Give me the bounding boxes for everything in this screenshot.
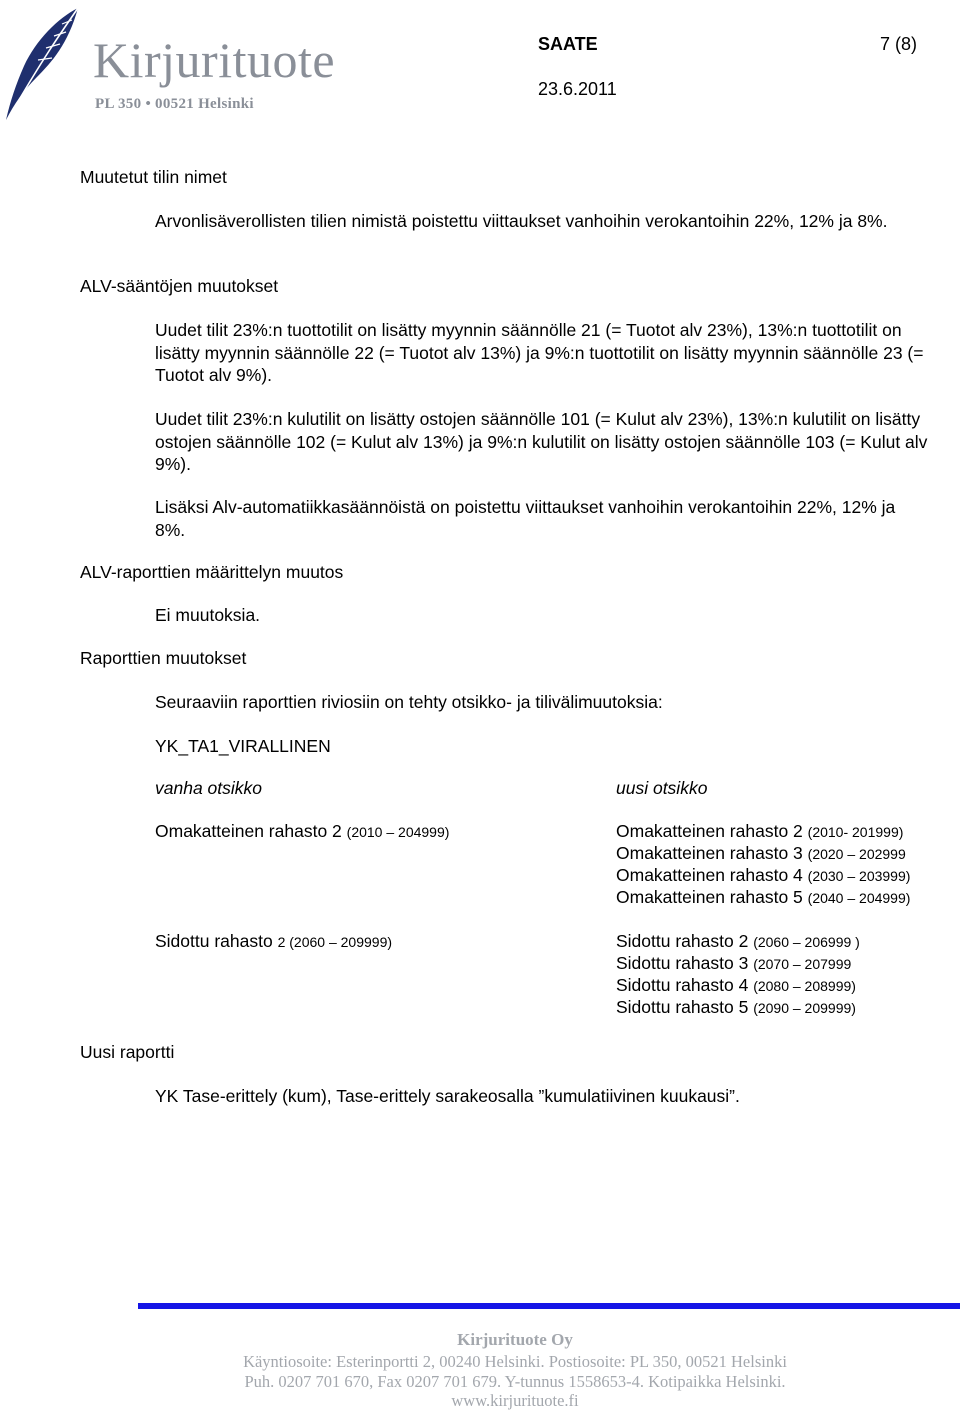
section-heading: ALV-sääntöjen muutokset	[80, 276, 279, 296]
row-range: (2010- 201999)	[807, 824, 904, 840]
page-number: 7 (8)	[880, 34, 918, 54]
new-heading-row	[616, 843, 906, 864]
feather-logo-icon	[2, 4, 84, 122]
row-range: (2020 – 202999	[807, 846, 906, 862]
document-date: 23.6.2011	[538, 79, 617, 99]
row-name: Sidottu rahasto 3	[616, 953, 749, 973]
row-range: 2 (2060 – 209999)	[277, 934, 393, 950]
footer-company: Kirjurituote Oy	[457, 1330, 573, 1349]
new-heading-row	[616, 975, 856, 996]
row-range: (2030 – 203999)	[807, 868, 911, 884]
row-name: Omakatteinen rahasto 4	[616, 865, 803, 885]
new-heading-row	[616, 865, 910, 886]
row-range: (2070 – 207999	[753, 956, 852, 972]
old-heading-row	[155, 821, 449, 842]
paragraph: Seuraaviin raporttien riviosiin on tehty otsikko- ja tilivälimuutoksia:	[155, 692, 663, 712]
paragraph: Uudet tilit 23%:n kulutilit on lisätty ostojen säännölle 101 (= Kulut alv 23%), 13%:n kulutilit on lisätty ostojen säännölle 102 (= Kulut alv 13%) ja 9%:n kulutilit on lisätty ostojen säännölle 103 (= Kulut alv 9%).	[155, 409, 928, 474]
brand-wordmark: Kirjurituote	[93, 32, 336, 88]
row-name: Sidottu rahasto 5	[616, 997, 749, 1017]
paragraph: Lisäksi Alv-automatiikkasäännöistä on poistettu viittaukset vanhoihin verokantoihin 22%, 12% ja 8%.	[155, 497, 896, 540]
row-range: (2040 – 204999)	[807, 890, 911, 906]
row-name: Omakatteinen rahasto 2	[616, 821, 803, 841]
row-name: Omakatteinen rahasto 3	[616, 843, 803, 863]
column-header-old: vanha otsikko	[155, 778, 263, 798]
new-heading-row	[616, 953, 851, 974]
document-title: SAATE	[538, 34, 598, 54]
section-heading: Raporttien muutokset	[80, 648, 247, 668]
new-heading-row	[616, 887, 910, 908]
new-heading-row	[616, 931, 860, 952]
row-name: Omakatteinen rahasto 5	[616, 887, 803, 907]
section-heading: ALV-raporttien määrittelyn muutos	[80, 562, 344, 582]
row-range: (2010 – 204999)	[346, 824, 450, 840]
row-name: Sidottu rahasto 2	[616, 931, 749, 951]
footer-website: www.kirjurituote.fi	[451, 1391, 579, 1410]
row-range: (2060 – 206999 )	[753, 934, 860, 950]
section-heading: Uusi raportti	[80, 1042, 175, 1062]
new-heading-row	[616, 821, 903, 842]
paragraph: Ei muutoksia.	[155, 605, 261, 625]
paragraph: YK Tase-erittely (kum), Tase-erittely sarakeosalla ”kumulatiivinen kuukausi”.	[155, 1086, 740, 1106]
footer-divider	[138, 1303, 960, 1309]
footer-address: Käyntiosoite: Esterinportti 2, 00240 Helsinki. Postiosoite: PL 350, 00521 Helsinki	[243, 1352, 787, 1371]
row-name: Sidottu rahasto	[155, 931, 273, 951]
section-heading: Muutetut tilin nimet	[80, 167, 227, 187]
report-name: YK_TA1_VIRALLINEN	[155, 736, 331, 756]
row-range: (2090 – 209999)	[753, 1000, 856, 1016]
column-header-new: uusi otsikko	[616, 778, 708, 798]
brand-address: PL 350 • 00521 Helsinki	[95, 96, 254, 112]
paragraph: Uudet tilit 23%:n tuottotilit on lisätty myynnin säännölle 21 (= Tuotot alv 23%), 13%:n tuottotilit on lisätty myynnin säännölle 22 (= Tuotot alv 13%) ja 9%:n tuottotilit on lisätty myynnin säännölle 23 (= Tuotot alv 9%).	[155, 320, 924, 385]
row-name: Omakatteinen rahasto 2	[155, 821, 342, 841]
new-heading-row	[616, 997, 856, 1018]
paragraph: Arvonlisäverollisten tilien nimistä poistettu viittaukset vanhoihin verokantoihin 22%, 12% ja 8%.	[155, 211, 888, 231]
row-name: Sidottu rahasto 4	[616, 975, 749, 995]
row-range: (2080 – 208999)	[753, 978, 856, 994]
footer-contact: Puh. 0207 701 670, Fax 0207 701 679. Y-tunnus 1558653-4. Kotipaikka Helsinki.	[244, 1372, 786, 1391]
old-heading-row	[155, 931, 392, 952]
